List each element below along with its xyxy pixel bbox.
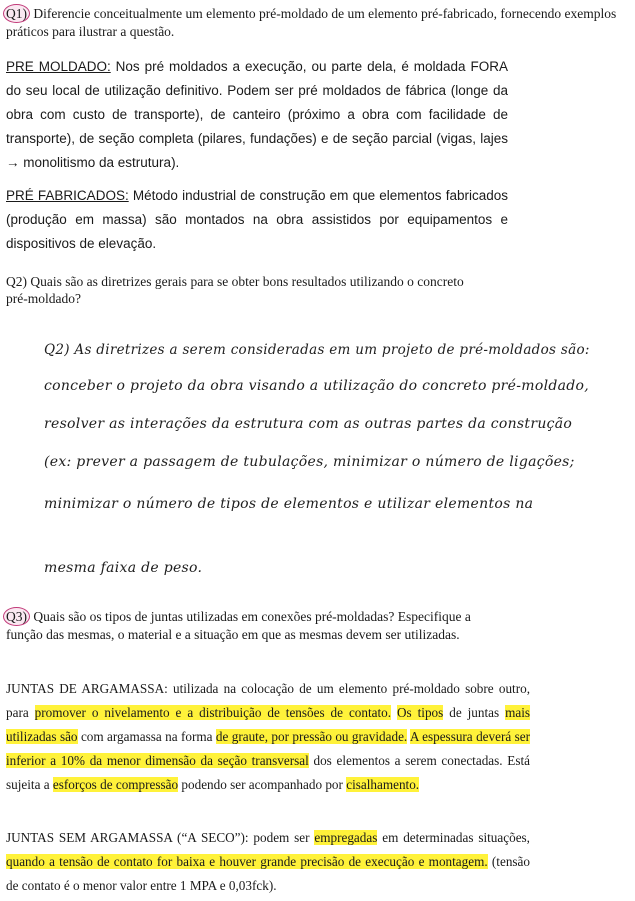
- highlighted-text: promover o nivelamento e a distribuição de tensões de contato.: [34, 705, 392, 720]
- handwritten-line: (ex: prever a passagem de tubulações, minimizar o número de ligações;: [44, 454, 575, 470]
- q1-question-text: Diferencie conceitualmente um elemento pré-moldado de um elemento pré-fabricado, fornecendo exemplos práticos para ilustrar a questão.: [6, 6, 617, 39]
- answer-text: JUNTAS SEM ARGAMASSA (“A SECO”): podem ser: [6, 830, 315, 845]
- q1-number: Q1): [3, 4, 30, 23]
- q3-question: [6, 607, 476, 643]
- q3-question-text: Quais são os tipos de juntas utilizadas em conexões pré-moldadas? Especifique a função das mesmas, o material e a situação em que as mesmas devem ser utilizadas.: [6, 609, 471, 642]
- premoldado-label: PRE MOLDADO:: [6, 59, 111, 74]
- answer-text: podendo ser acompanhado por: [178, 777, 347, 792]
- q2-question: Q2) Quais são as diretrizes gerais para se obter bons resultados utilizando o concreto pré-moldado?: [6, 274, 464, 306]
- q1-question: [6, 4, 626, 40]
- prefabricado-label: PRÉ FABRICADOS:: [6, 188, 129, 203]
- answer-text: em determinadas situações,: [377, 830, 530, 845]
- q3-answer-juntas-sem-argamassa: [6, 826, 530, 898]
- handwritten-line: Q2) As diretrizes a serem consideradas em um projeto de pré-moldados são:: [44, 342, 590, 358]
- highlighted-text: A espessura deverá ser inferior a 10% da menor dimensão da seção transversal: [6, 729, 530, 768]
- q3-number: Q3): [3, 607, 30, 626]
- premoldado-text: Nos pré moldados a execução, ou parte dela, é moldada FORA do seu local de utilização definitivo. Podem ser pré moldados de fábrica (longe da obra com custo de transporte), de canteiro (próximo a obra com facilidade de transporte), de seção completa (pilares, fundações) e de seção parcial (vigas, lajes → monolitismo da estrutura).: [6, 59, 508, 170]
- handwritten-line: minimizar o número de tipos de elementos e utilizar elementos na: [44, 496, 534, 512]
- highlighted-text: esforços de compressão: [52, 777, 179, 792]
- answer-text: de juntas: [443, 705, 506, 720]
- answer-text: (tensão de contato é o menor valor entre 1 MPA e 0,03fck).: [6, 854, 530, 893]
- handwritten-line: resolver as interações da estrutura com as outras partes da construção: [44, 416, 573, 432]
- highlighted-text: cisalhamento.: [346, 777, 420, 792]
- q3-answer-juntas-argamassa: [6, 677, 530, 797]
- handwritten-line: conceber o projeto da obra visando a utilização do concreto pré-moldado,: [44, 378, 590, 394]
- handwritten-line: mesma faixa de peso.: [44, 560, 203, 576]
- q1-answer-prefabricado: [6, 184, 508, 256]
- highlighted-text: Os tipos: [397, 705, 444, 720]
- answer-text: dos elementos a serem conectadas. Está sujeita a: [6, 753, 530, 792]
- answer-text: com argamassa na forma: [77, 729, 216, 744]
- prefabricado-text: Método industrial de construção em que elementos fabricados (produção em massa) são montados na obra assistidos por equipamentos e dispositivos de elevação.: [6, 188, 508, 251]
- highlighted-text: quando a tensão de contato for baixa e houver grande precisão de execução e montagem.: [6, 854, 488, 869]
- highlighted-text: de graute, por pressão ou gravidade.: [215, 729, 408, 744]
- highlighted-text: empregadas: [314, 830, 378, 845]
- highlighted-text: mais utilizadas são: [6, 705, 531, 744]
- q1-answer-premoldado: [6, 55, 508, 175]
- answer-text: JUNTAS DE ARGAMASSA: utilizada na colocação de um elemento pré-moldado sobre outro, para: [6, 681, 530, 720]
